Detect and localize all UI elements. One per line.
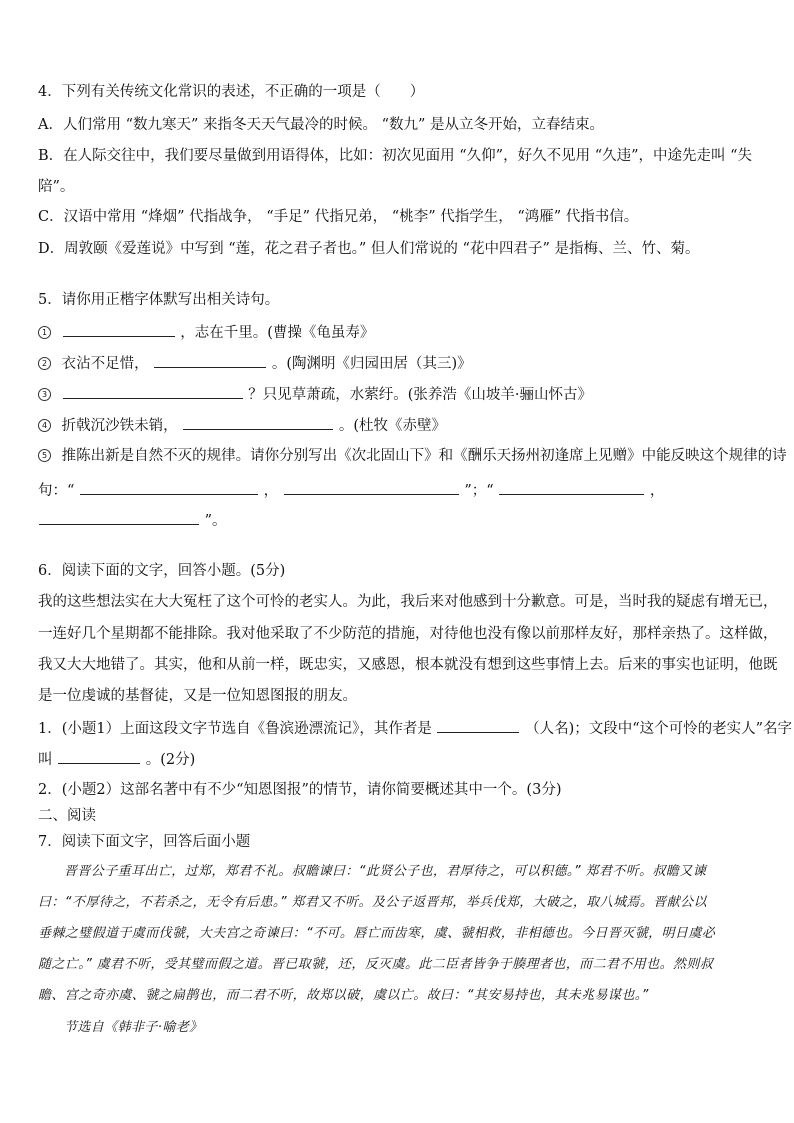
answer-blank[interactable] <box>284 480 459 495</box>
answer-blank[interactable] <box>183 415 333 430</box>
item-number: 1 <box>38 326 51 339</box>
q5-line-4-text-a: 折戟沉沙铁未销， <box>61 418 178 434</box>
q4-option-d: D．周敦颐《爱莲说》中写到 “莲，花之君子者也。” 但人们常说的 “花中四君子” 是指梅、兰、竹、菊。 <box>38 241 700 257</box>
answer-blank[interactable] <box>58 749 140 764</box>
q6-subquestion-1-cont <box>38 749 764 770</box>
q5-line-5 <box>38 446 787 466</box>
q5-line-2-text-a: 衣沾不足惜， <box>61 356 149 372</box>
item-number: 5 <box>38 449 51 462</box>
answer-blank[interactable] <box>80 480 258 495</box>
q5-line-3 <box>38 384 764 405</box>
answer-blank[interactable] <box>39 510 199 525</box>
q4-option-b-line2: 陪”。 <box>38 179 75 195</box>
q5-quote-open: 句：“ <box>38 483 75 499</box>
q6-title: 6．阅读下面的文字，回答小题。(5分) <box>38 563 286 579</box>
q5-line-1-text: ，志在千里。(曹操《龟虽寿》 <box>180 325 375 341</box>
q6-s1-text-a: 1．(小题1）上面这段文字节选自《鲁滨逊漂流记》，其作者是 <box>38 721 432 737</box>
q5-line-3-text: ？只见草萧疏，水萦纡。(张养浩《山坡羊·骊山怀古》 <box>248 387 592 403</box>
q4-option-c: C．汉语中常用 “烽烟” 代指战争， “手足” 代指兄弟， “桃李” 代指学生， “鸿雁” 代指书信。 <box>38 209 639 225</box>
q6-passage-line4: 是一位虔诚的基督徒，又是一位知恩图报的朋友。 <box>38 688 357 704</box>
q5-line-2 <box>38 353 764 374</box>
q4-option-b-line1: B．在人际交往中，我们要尽量做到用语得体，比如：初次见面用 “久仰”，好久不见用 “久违”，中途先走叫 “失 <box>38 148 753 164</box>
q5-quote-close: ”。 <box>204 513 227 529</box>
q5-line-1 <box>38 322 764 343</box>
item-number: 3 <box>38 388 51 401</box>
q5-quote-mid: ”；“ <box>464 483 494 499</box>
q4-option-a: A．人们常用 “数九寒天” 来指冬天天气最冷的时候。 “数九” 是从立冬开始，立春结束。 <box>38 117 605 133</box>
q7-title: 7．阅读下面文字，回答后面小题 <box>38 834 251 850</box>
q7-source: 节选自《韩非子·喻老》 <box>64 1020 203 1035</box>
q5-line-5-end <box>38 510 764 531</box>
q5-line-4 <box>38 415 764 436</box>
q5-comma: ， <box>649 483 665 499</box>
q6-s1-text-c: 叫 <box>38 752 53 768</box>
q5-title: 5．请你用正楷字体默写出相关诗句。 <box>38 292 280 308</box>
answer-blank[interactable] <box>63 384 243 399</box>
q5-line-5-text: 推陈出新是自然不灭的规律。请你分别写出《次北固山下》和《酬乐天扬州初逢席上见赠》中能反映这个规律的诗 <box>61 448 787 464</box>
q7-classical-line4: 随之亡。” 虞君不听，受其璧而假之道。晋已取虢，还，反灭虞。此二臣者皆争于腠理者也，而二君不用也。然则叔 <box>38 957 714 972</box>
q6-subquestion-1 <box>38 718 793 739</box>
item-number: 2 <box>38 357 51 370</box>
q6-passage-line3: 我又大大地错了。其实，他和从前一样，既忠实，又感恩，根本就没有想到这些事情上去。后来的事实也证明，他既 <box>38 657 778 673</box>
q7-classical-line2: 曰：“不厚待之，不若杀之，无令有后患。” 郑君又不听。及公子返晋邦，举兵伐郑，大破之，取八城焉。晋献公以 <box>38 895 707 910</box>
q6-subquestion-2: 2．(小题2）这部名著中有不少“知恩图报”的情节，请你简要概述其中一个。(3分) <box>38 782 562 798</box>
q6-passage-line2: 一连好几个星期都不能排除。我对他采取了不少防范的措施，对待他也没有像以前那样友好，那样亲热了。这样做， <box>38 626 778 642</box>
q5-line-4-text-b: 。(杜牧《赤壁》 <box>338 418 446 434</box>
q6-s1-text-b: （人名)；文段中“这个可怜的老实人”名字 <box>525 721 793 737</box>
q7-classical-line5: 瞻、宫之奇亦虞、虢之扁鹊也，而二君不听，故郑以破，虞以亡。故曰：“其安易持也，其未兆易谋也。” <box>38 988 649 1003</box>
item-number: 4 <box>38 419 51 432</box>
q5-line-2-text-b: 。(陶渊明《归园田居（其三)》 <box>271 356 472 372</box>
answer-blank[interactable] <box>437 718 519 733</box>
q6-passage-line1: 我的这些想法实在大大冤枉了这个可怜的老实人。为此，我后来对他感到十分歉意。可是，当时我的疑虑有增无已， <box>38 594 778 610</box>
answer-blank[interactable] <box>154 353 266 368</box>
q5-line-5-answers <box>38 480 764 501</box>
q4-title: 4．下列有关传统文化常识的表述，不正确的一项是（ ） <box>38 84 425 100</box>
answer-blank[interactable] <box>63 322 175 337</box>
answer-blank[interactable] <box>499 480 644 495</box>
q6-s1-text-d: 。(2分) <box>145 752 196 768</box>
q7-classical-line3: 垂棘之璧假道于虞而伐虢，大夫宫之奇谏曰：“不可。唇亡而齿寒，虞、虢相救，非相德也。今日晋灭虢，明日虞必 <box>38 926 716 941</box>
q5-comma: ， <box>263 483 279 499</box>
q7-classical-line1: 晋晋公子重耳出亡，过郑，郑君不礼。叔瞻谏曰：“此贤公子也，君厚待之，可以积德。” 郑君不听。叔瞻又谏 <box>64 864 707 879</box>
section-heading: 二、阅读 <box>38 808 96 824</box>
